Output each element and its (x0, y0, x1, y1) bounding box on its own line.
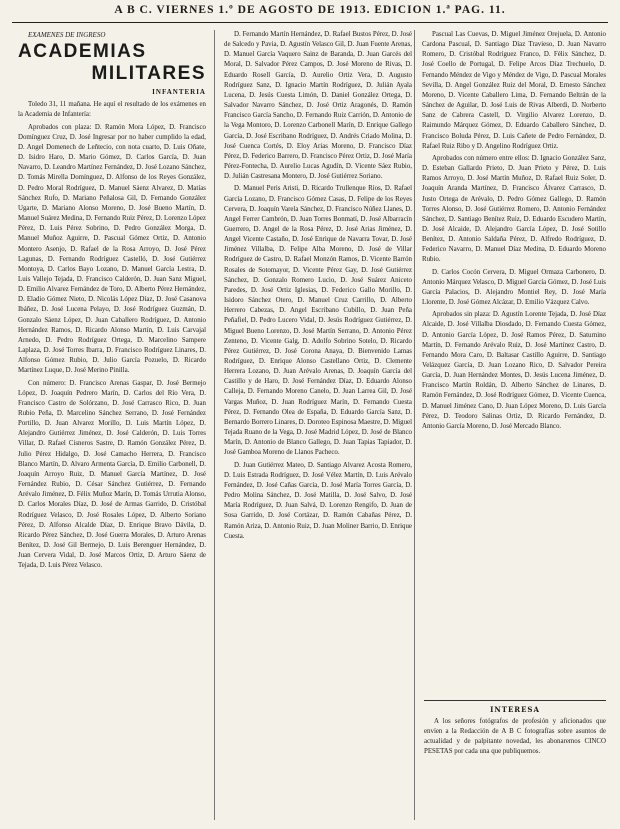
article-paragraph: Pascual Las Cuevas, D. Miguel Jiménez Orejuela, D. Antonio Cardona Pascual, D. Santiago Díaz Travieso, D. Juan Navarro Romero, D. Cristóbal Rodríguez Franco, D. Félix Sánchez, D. José Coello de Portugal, D. Felipe Arcos Díaz Trechuelo, D. Fernando Méndez de Vigo y Méndez de Vigo, D. Pascual Morales Sevilla, D. Angel González Ruiz del Moral, D. Ernesto Sánchez Moreno, D. Vicente Caballero Lima, D. Fernando Beltrán de la Sánchez de Aguilar, D. José Luis de Rivas Alberdi, D. Norberto Sanz de Cabrera Castell, D. Virgilio Alvarez Lorenzo, D. Raimundo Márquez Gómez, D. Eduardo Caballero Sánchez, D. Francisco Boluda Pérez, D. Luis Cañete de Pedro Fernández, D. Rafael Ruiz Ribo y D. Angelino Rodríguez Ortiz. (422, 31, 606, 150)
article-paragraph: D. Juan Gutiérrez Mateo, D. Santiago Alvarez Acosta Romero, D. Luis Estrada Rodríguez, D. José Vélez Martín, D. Luis Arévalo Fernández, D. José Cañas García, D. José María Torres García, D. Pedro Molina Sánchez, D. José Matilla, D. José Salvo, D. José María Rodríguez, D. Juan Salvá, D. Lorenzo Rengifo, D. Juan de Sosa Garrido, D. José Cortázar, D. Ramón Cabañas Pérez, D. Ramón Ariza, D. Antonio Ruiz, D. Juan Moliner Barrio, D. Enrique Cuesta. (224, 461, 412, 540)
notice-text: A los señores fotógrafos de profesión y aficionados que envíen a la Redacción de A B C fotografías sobre asuntos de actualidad y de palpitante novedad, les abonaremos CINCO PESETAS por cada una que publiquemos. (424, 718, 606, 756)
headline-line-1: ACADEMIAS (18, 41, 147, 63)
article-paragraph: Aprobados con número entre ellos: D. Ignacio González Sanz, D. Esteban Gallardo Prieto, D. Juan Prieto y Pérez, D. Luis Ramos Arroyo, D. José Martín Muñoz, D. Rafael Ruiz Soler, D. Joaquín Aranda Martínez, D. Francisco Álvarez Carrasco, D. Justo Ortega de Arévalo, D. Pedro Gómez Gallego, D. Ramón Torres Alonso, D. José Gutiérrez Romero, D. Antonio Fernández Sánchez, D. Santiago Benítez Ruiz, D. Eduardo Escudero Martín, D. José Alcaide, D. Alejandro García López, D. José Sotillo Benítez, D. Antonio Saldaña Pérez, D. Alfredo Rodríguez, D. Federico Navarro, D. Manuel Díaz Medina, D. Eduardo Moreno Rubio. (422, 154, 606, 264)
article-paragraph: D. Fernando Martín Hernández, D. Rafael Bustos Pérez, D. José de Salcedo y Pavia, D. Agustín Velasco Gil, D. Juan Fuente Arenas, D. Manuel García Vaquero Sainz de Baranda, D. Juan Garcés del Moral, D. Salvador Pérez Campos, D. José Moreno de Rivas, D. Eduardo Rosell García, D. Aurelio Ortiz Vera, D. Augusto Rodríguez Sanz, D. Ignacio Martín Rodríguez, D. Julián Ayala Lucena, D. Jesús Cuesta Limón, D. Daniel González Ortega, D. Salvador Navarro Sánchez, D. José Ortiz Aragonés, D. Ramón Francisco García Sancho, D. Fernando Ruiz Carrión, D. Antonio de la Vega Montoro, D. Lorenzo Carbonell Marín, D. Enrique Gallego García, D. José Escribano Rodríguez, D. Andrés Criado Molina, D. José Cuenca Cortés, D. Eloy Arias Moreno, D. Francisco Díaz Pérez, D. Federico Barrero, D. Francisco Pérez Ortiz, D. José María Pérez-Fontecha, D. Aurelio Lucas Agudín, D. Vicente Sáez Rubio, D. Julián Castresana Montero, D. José Gutiérrez Soriano. (224, 31, 412, 181)
notice-box (424, 700, 606, 791)
headline-line-2: MILITARES (91, 63, 206, 85)
section-label: INFANTERIA (152, 88, 206, 97)
article-paragraph: Aprobados sin plaza: D. Agustín Lorente Tejada, D. José Díaz Alcaide, D. José Villalba Diosdado, D. Fernando Cuesta Gómez, D. Antonio García López, D. José Ramos Pérez, D. Saturnino Martín, D. Fernando Arévalo Ruiz, D. José Martínez Castro, D. Fernando Mora Caro, D. Baltasar Castillo Aguirre, D. Santiago Velázquez García, D. Juan Lozano Rico, D. Salvador Pereira García, D. Juan Hernández Montes, D. Jesús Lucena Jiménez, D. Francisco Martín Roldán, D. Alberto Sánchez de Linares, D. Ramón Fernández, D. José Rodríguez Gómez, D. Vicente Cuenca, D. Manuel Jiménez Cano, D. Juan López Moreno, D. Luis García Pérez, D. Teodoro Salinas Ortiz, D. Ricardo Fernández, D. Antonio García Moreno, D. José Mercado Blanco. (422, 311, 606, 430)
article-paragraph: Con número: D. Francisco Arenas Gaspar, D. José Bermejo López, D. Joaquín Pedrero Marín, D. Carlos del Río Vera, D. Francisco Castro de Solórzano, D. José Carrasco Rico, D. Juan Rubio Peña, D. Marcelino Sánchez Serrano, D. José Fernández Portillo, D. Juan Alvarez Morillo, D. Luis Martín López, D. Alejandro Gutiérrez Jiménez, D. José Calderón, D. Luis Torres Villar, D. Rafael Cisneros Sastre, D. Ramón González Pérez, D. Julio Pérez Hidalgo, D. José Camacho Herrera, D. Francisco Blanco Martín, D. Alvaro Armenta García, D. Emilio Carbonell, D. Joaquín Arroyo Ruiz, D. Manuel García Martínez, D. José Fernández Rubio, D. César Sánchez Gutiérrez, D. Fernando Arévalo Jiménez, D. Félix Muñoz Marín, D. Tomás Urrutia Alonso, D. Carlos Morales Díaz, D. José de Armas Garrido, D. Cristóbal Rodríguez Velasco, D. José Rosales López, D. Alberto Soriano Pérez, D. Alfonso Alcalde Díaz, D. Enrique Bravo Dávila, D. Ricardo Pérez Sánchez, D. José Guerra Morales, D. Arturo Arenas Benítez, D. José Gil Bermejo, D. Luis Berenguer Hernández, D. Juan Cervera Vidal, D. José Marcos Ortiz, D. Arturo Sáenz de Tejada, D. Luis Pérez Velasco. (18, 379, 206, 570)
notice-title: INTERESA (490, 705, 540, 714)
article-paragraph: D. Carlos Cocón Cervera, D. Miguel Ormaza Carbonero, D. Antonio Márquez Velasco, D. Miguel García Gómez, D. José Luis García Palacios, D. Alejandro Montiel Rey, D. José María Llorente, D. José Gómez Alcázar, D. Emilio Vázquez Calvo. (422, 268, 606, 307)
article-kicker: EXAMENES DE INGRESO (28, 31, 106, 39)
column-3 (422, 30, 606, 694)
column-divider (414, 30, 415, 820)
page-header: A B C. VIERNES 1.º DE AGOSTO DE 1913. EDICION 1.ª PAG. 11. (114, 4, 506, 16)
article-paragraph: Toledo 31, 11 mañana. He aquí el resultado de los exámenes en la Academia de Infantería: (18, 101, 206, 119)
article-paragraph: Aprobados con plaza: D. Ramón Mora López, D. Francisco Domínguez Cruz, D. José Ingresar por no haber cumplido la edad, D. Angel Domenech de Leñtecio, con nota cuarto, D. Luis Oñate, D. Isidro Haro, D. Mario Gómez, D. Carlos García, D. Juan Navarro, D. Leandro Martínez Fernández, D. José Lozano Sánchez, D. Tomás Mirella Domínguez, D. Alfonso de los Reyes González, D. Pedro Moral Rodríguez, D. Manuel Sáenz Alvarez, D. Matías Sánchez Rufo, D. Mariano Peñalosa Gil, D. Fernando González Ugarte, D. Mariano Alonso Moreno, D. José Bueno Martín, D. Manuel Suárez Medina, D. Fernando Ruiz Pérez, D. Lorenzo López Pérez, D. Luis Pérez Sobrino, D. Pedro González Morga, D. Manuel Muñoz Aguirre, D. Pascual Gómez Ortiz, D. Antonio Montero Asenjo, D. Rafael de la Rosa Arroyo, D. José Pérez Lagunas, D. Fernando Rodríguez Castelló, D. José Gutiérrez Montoya, D. Carlos Bayo Lozano, D. Manuel García Lestra, D. Luis Vallejo Tejada, D. Francisco Calderón, D. Juan Sanz Miguel, D. Emilio Alvarez Fernández de Toro, D. Alberto Pérez Hernández, D. Eladio Gómez Nieto, D. Nicolás López Díaz, D. José Casanova Ibáñez, D. José Lucena Pelayo, D. José Rodríguez Guzmán, D. Gonzalo Sáenz López, D. Juan Caballero Rodríguez, D. Antonio Hernández Ramos, D. Ricardo Alonso Martín, D. Luis Carvajal Arnedo, D. Pedro Rodríguez Ortega, D. Marcelino Sampere Laplaza, D. José Torres Ibarra, D. Francisco Rodríguez Linares, D. Alfonso Gómez Rubio, D. Julio García Pozuelo, D. Ricardo Martínez Luque, D. José Merino Pinilla. (18, 123, 206, 375)
column-divider (214, 30, 215, 820)
column-1 (18, 30, 206, 820)
header-rule (12, 22, 608, 23)
article-paragraph: D. Manuel Peris Aristi, D. Ricardo Trullenque Ríos, D. Rafael García Lozano, D. Francisco Gómez Casas, D. Felipe de los Reyes Cervera, D. Joaquín Varela Sánchez, D. Francisco Núñez Llanes, D. Angel Ferrer Cambrón, D. Juan Torres Bonmatí, D. José Albarracín Guerrero, D. Angel de la Rosa Pérez, D. José Arias Jiménez, D. Angel Vicente Castaño, D. José Enrique de Navarra Tovar, D. José Jiménez Villalba, D. Felipe Alba Moreno, D. José de Villar Rodríguez de Castro, D. Rafael Monzón Ramos, D. Vicente Barrón Rosales de Sotomayor, D. Vicente Pérez Gay, D. José Gutiérrez Sánchez, D. Gonzalo Romero Lucio, D. José Suárez Aniceto Paredes, D. José Ortiz Iglesias, D. Federico Gallo Morillo, D. Isidoro Sánchez Otero, D. Manuel Cruz Carrillo, D. Alberto Herrero Cabezas, D. Angel Escribano Cubillo, D. Juan Peña Peñafiel, D. Pedro Lucero Vidal, D. Jesús Rodríguez Gutiérrez, D. Miguel Bueno Lorenzo, D. José Martín Serrano, D. Antonio Pérez Zenteno, D. Vicente Galg, D. Adolfo Sobrino Sotelo, D. Ricardo Pérez Gutiérrez, D. José Corona Anaya, D. Bienvenido Lamas Rodríguez, D. Enrique Alonso Castellano Ortiz, D. Clemente Herrera Lozano, D. Juan Arévalo Arenas, D. Joaquín García del Castillo y de Haro, D. José Fernández Díaz, D. Eduardo Alonso Calleja, D. Fernando Moreno Canelo, D. Juan Larrea Gil, D. José Vargas Muñoz, D. Juan Rodríguez Marín, D. Fernando Cuesta Pérez, D. Fernando Olea de España, D. Eduardo García Sanz, D. Bernardo Borrero Linares, D. Doroteo Espinosa Maestre, D. Miguel Tejada Ruano de la Vega, D. José Madrid López, D. José de Blanco Marín, D. Antonio de Blanco Gallego, D. Juan Tapias Tapiador, D. José Gamboa Moreno de Llanos Pacheco. (224, 185, 412, 457)
column-2 (224, 30, 412, 820)
